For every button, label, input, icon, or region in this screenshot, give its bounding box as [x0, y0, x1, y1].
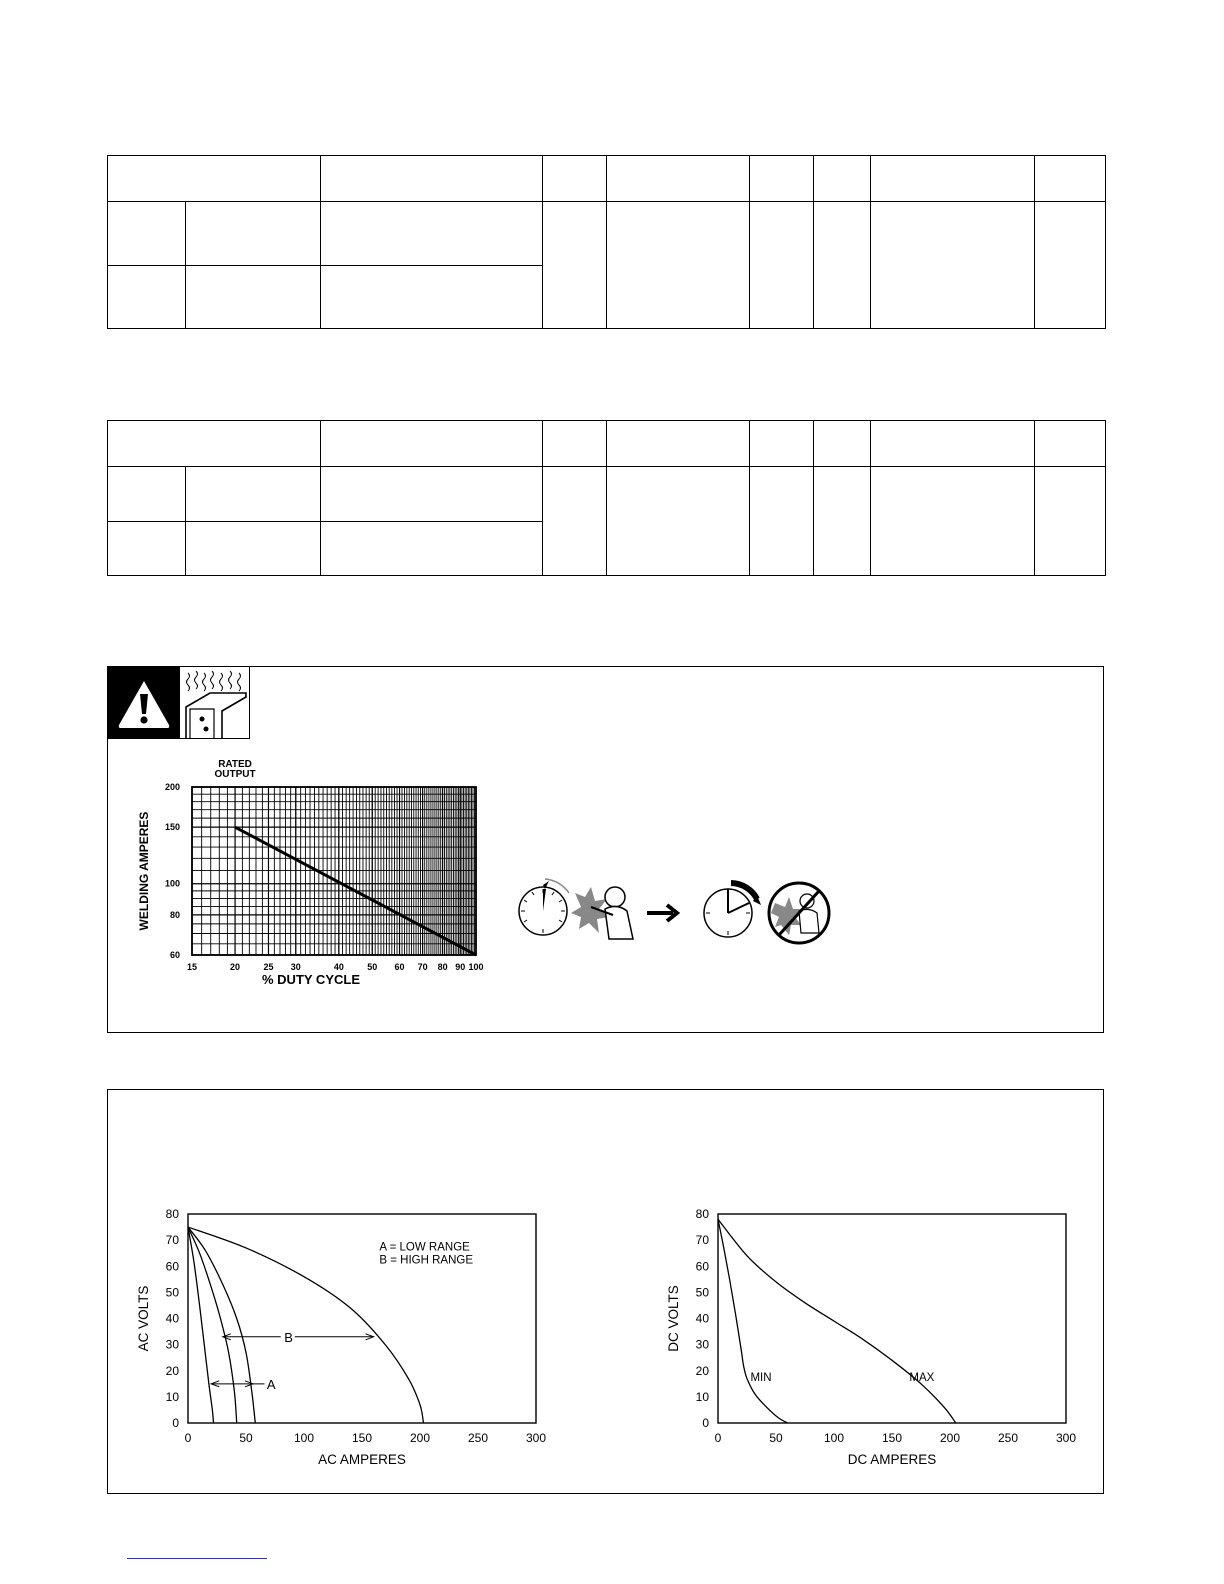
x-tick-label: 100 [293, 1431, 315, 1445]
y-tick-label: 50 [695, 1285, 709, 1300]
y-tick-label: 60 [169, 950, 180, 960]
legend-entry: A = LOW RANGE [379, 1241, 470, 1254]
y-tick-label: 70 [695, 1233, 709, 1248]
arrow-right-icon [647, 905, 677, 921]
x-tick-label: 15 [186, 962, 198, 972]
table-cell [543, 156, 607, 202]
va-curve [188, 1227, 237, 1423]
warning-triangle-icon [108, 667, 180, 739]
table-cell [543, 421, 607, 467]
table-cell [321, 467, 543, 522]
x-tick-label: 60 [394, 962, 405, 972]
welder-welding-icon [571, 887, 633, 939]
table-cell [814, 467, 871, 576]
x-tick-label: 50 [769, 1431, 783, 1445]
duty-cycle-panel [107, 666, 1104, 1033]
rated-output-label: OUTPUT [214, 769, 256, 780]
table-cell [108, 266, 186, 329]
table-row [108, 202, 1106, 266]
table-cell [607, 467, 750, 576]
y-tick-label: 150 [164, 822, 180, 833]
ac-volt-ampere-chart [128, 1198, 568, 1483]
x-axis-title: DC AMPERES [847, 1452, 937, 1467]
table-cell [108, 156, 321, 202]
table-cell [871, 421, 1035, 467]
x-tick-label: 250 [467, 1431, 489, 1445]
table-cell [321, 202, 543, 266]
table-cell [814, 421, 871, 467]
x-tick-label: 50 [367, 962, 378, 972]
y-tick-label: 20 [695, 1363, 709, 1378]
table-cell [186, 522, 321, 576]
series-label-max: MAX [909, 1372, 935, 1385]
x-tick-label: 250 [997, 1431, 1019, 1445]
duty-cycle-chart [126, 757, 496, 997]
table-cell [1035, 202, 1106, 329]
y-tick-label: 10 [695, 1389, 709, 1404]
table-cell [871, 467, 1035, 576]
y-tick-label: 20 [165, 1363, 179, 1378]
y-tick-label: 50 [165, 1285, 179, 1300]
table-cell [186, 467, 321, 522]
y-tick-label: 30 [165, 1337, 179, 1352]
plot-frame [718, 1214, 1066, 1423]
y-tick-label: 80 [695, 1207, 709, 1221]
y-tick-label: 40 [165, 1311, 179, 1326]
table-cell [1035, 421, 1106, 467]
x-tick-label: 300 [1055, 1431, 1077, 1445]
table-cell [1035, 156, 1106, 202]
x-axis-title: AC AMPERES [318, 1452, 406, 1467]
table-cell [750, 421, 814, 467]
y-tick-label: 100 [164, 878, 180, 889]
x-tick-label: 100 [468, 962, 484, 972]
table-cell [750, 467, 814, 576]
y-tick-label: 60 [165, 1259, 179, 1274]
y-axis-title: WELDING AMPERES [137, 811, 151, 931]
y-tick-label: 70 [165, 1233, 179, 1248]
spec-table-1 [107, 155, 1106, 329]
y-tick-label: 80 [169, 909, 180, 920]
table-cell [108, 421, 321, 467]
series-label-min: MIN [750, 1372, 772, 1385]
table-cell [871, 156, 1035, 202]
table-cell [750, 156, 814, 202]
x-tick-label: 70 [417, 962, 428, 972]
x-tick-label: 150 [351, 1431, 373, 1445]
stopwatch-icon [519, 879, 569, 935]
table-cell [186, 266, 321, 329]
footer-link-underline [127, 1558, 267, 1559]
y-axis-title: DC VOLTS [666, 1285, 681, 1352]
table-cell [543, 202, 607, 329]
range-b-label: B [284, 1329, 293, 1345]
table-cell [1035, 467, 1106, 576]
x-tick-label: 50 [239, 1431, 253, 1445]
table-cell [186, 202, 321, 266]
x-tick-label: 20 [230, 962, 241, 972]
table-cell [321, 421, 543, 467]
stopwatch-rest-icon [704, 883, 761, 937]
dc-volt-ampere-chart [658, 1198, 1088, 1483]
y-tick-label: 0 [172, 1416, 179, 1430]
table-cell [108, 522, 186, 576]
duty-cycle-sequence-illustration [513, 867, 838, 947]
table-row [108, 467, 1106, 522]
table-cell [607, 421, 750, 467]
table-cell [321, 522, 543, 576]
y-tick-label: 30 [695, 1337, 709, 1352]
y-tick-label: 200 [164, 782, 180, 792]
y-tick-label: 60 [695, 1259, 709, 1274]
no-welding-icon [769, 883, 829, 943]
rated-output-label: RATED [218, 759, 252, 770]
x-tick-label: 80 [437, 962, 448, 972]
x-tick-label: 0 [714, 1431, 722, 1445]
table-cell [871, 202, 1035, 329]
table-cell [321, 266, 543, 329]
y-tick-label: 40 [695, 1311, 709, 1326]
table-cell [108, 467, 186, 522]
table-header-row [108, 156, 1106, 202]
x-tick-label: 25 [263, 962, 274, 972]
x-tick-label: 150 [881, 1431, 903, 1445]
x-tick-label: 90 [455, 962, 466, 972]
spec-table-2 [107, 420, 1106, 576]
table-header-row [108, 421, 1106, 467]
table-cell [750, 202, 814, 329]
overheating-equipment-icon [180, 667, 250, 739]
x-tick-label: 40 [333, 962, 344, 972]
x-tick-label: 200 [409, 1431, 431, 1445]
y-axis-title: AC VOLTS [136, 1285, 151, 1352]
x-tick-label: 200 [939, 1431, 961, 1445]
table-cell [321, 156, 543, 202]
table-cell [607, 202, 750, 329]
table-cell [814, 156, 871, 202]
x-tick-label: 30 [290, 962, 301, 972]
y-tick-label: 80 [165, 1207, 179, 1221]
volt-ampere-panel [107, 1089, 1104, 1494]
y-tick-label: 0 [702, 1416, 709, 1430]
legend-entry: B = HIGH RANGE [379, 1254, 474, 1267]
x-axis-title: % DUTY CYCLE [262, 972, 360, 987]
table-cell [108, 202, 186, 266]
x-tick-label: 0 [184, 1431, 192, 1445]
range-a-label: A [266, 1376, 276, 1392]
x-tick-label: 100 [823, 1431, 845, 1445]
table-cell [543, 467, 607, 576]
y-tick-label: 10 [165, 1389, 179, 1404]
x-tick-label: 300 [525, 1431, 547, 1445]
table-cell [814, 202, 871, 329]
va-curve [718, 1219, 788, 1423]
table-cell [607, 156, 750, 202]
